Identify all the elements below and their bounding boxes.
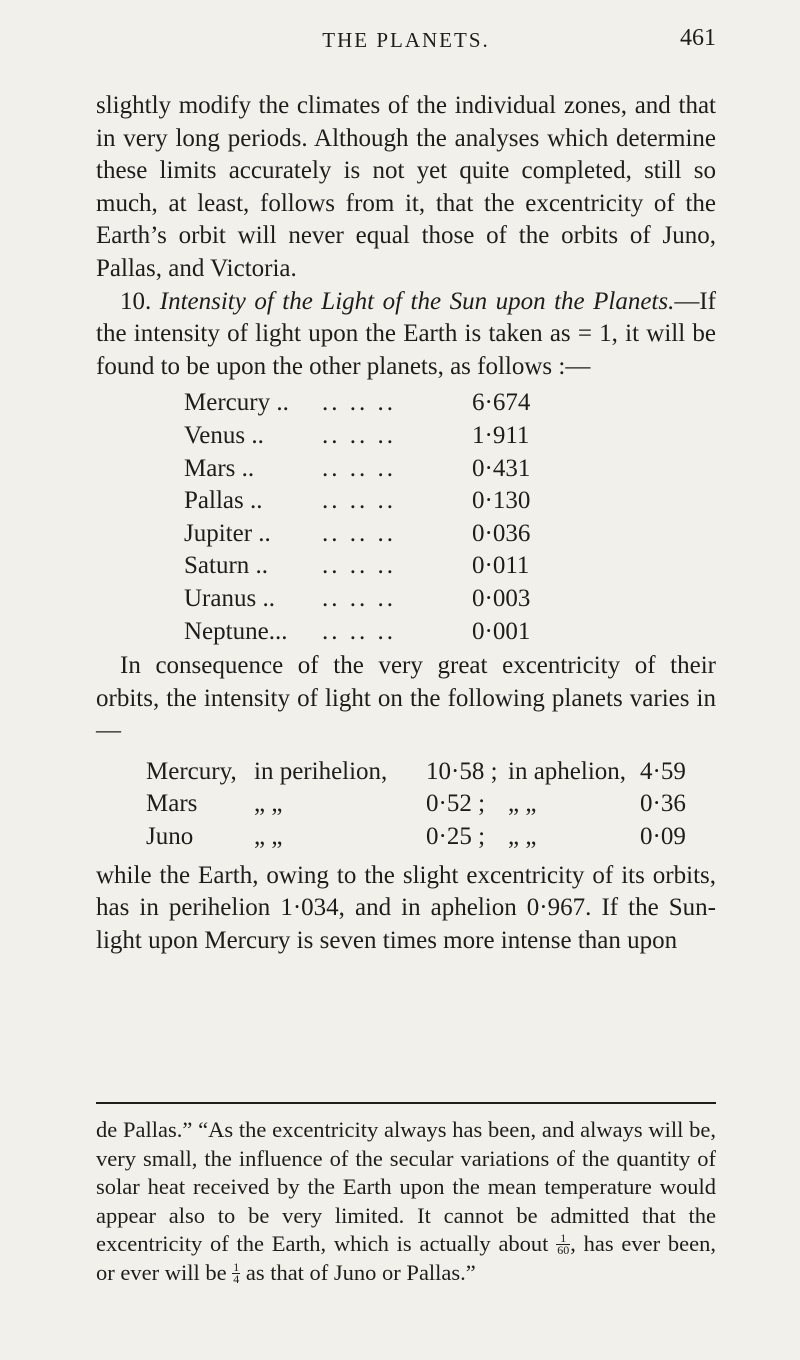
planet-name: Venus .. xyxy=(184,421,264,449)
dot-leader: .. .. .. xyxy=(322,584,396,612)
body-text xyxy=(96,90,716,957)
dot-leader: .. .. .. xyxy=(322,389,396,417)
aphelion-value: 4·59 xyxy=(640,757,686,785)
section-title: Intensity of the Light of the Sun upon the Planets. xyxy=(159,287,675,315)
table-row xyxy=(184,387,562,420)
table-row xyxy=(146,756,710,789)
perihelion-value: 0·25 ; xyxy=(426,823,486,851)
page-number: 461 xyxy=(680,25,716,51)
eccentric-orbit-table xyxy=(146,756,710,854)
dot-leader: .. .. .. xyxy=(322,617,396,645)
paragraph-earth: while the Earth, owing to the slight excentricity of its orbits, has in perihelion 1·034, and in aphelion 0·967. If the Sun-light upon Mercury is seven times more intense than upon xyxy=(96,861,716,954)
table-row xyxy=(184,485,562,518)
dot-leader: .. .. .. xyxy=(322,454,396,482)
aphelion-label: in aphelion, xyxy=(508,757,627,785)
planet-name: Saturn .. xyxy=(184,552,269,580)
intensity-value: 6·674 xyxy=(472,389,531,417)
planet-name: Jupiter .. xyxy=(184,519,271,547)
planet-name: Mercury, xyxy=(146,757,237,785)
section-10-paragraph xyxy=(96,286,716,384)
footnote-rule xyxy=(96,1102,716,1104)
intensity-value: 0·036 xyxy=(472,519,531,547)
planet-name: Juno xyxy=(146,823,194,851)
aphelion-label: „ „ xyxy=(508,790,537,818)
section-number: 10. xyxy=(120,287,152,315)
paragraph-consequence: In consequence of the very great excentricity of their orbits, the intensity of light on the following planets varies in— xyxy=(96,652,716,745)
table-row xyxy=(184,616,562,649)
intensity-value: 0·130 xyxy=(472,487,531,515)
table-row xyxy=(184,420,562,453)
running-head: THE PLANETS. xyxy=(322,28,490,52)
dot-leader: .. .. .. xyxy=(322,552,396,580)
fraction-one-quarter xyxy=(232,1259,240,1286)
perihelion-label: in perihelion, xyxy=(254,757,388,785)
perihelion-value: 0·52 ; xyxy=(426,790,486,818)
planet-name: Neptune... xyxy=(184,617,288,645)
intensity-value: 0·431 xyxy=(472,454,531,482)
aphelion-value: 0·09 xyxy=(640,823,686,851)
paragraph-continued: slightly modify the climates of the individual zones, and that in very long periods. Although the analyses which determine these limits accurately is not yet quite completed, still so much, at least, follows from it, that the excentricity of the Earth’s orbit will never equal those of the orbits of Juno, Pallas, and Victoria. xyxy=(96,92,716,282)
table-row xyxy=(184,453,562,486)
footnote-text-start: de Pallas.” “As the excentricity always has been, and always will be, very small, the influence of the secular variations of the quantity of solar heat received by the Earth upon the mean temperature would appear also to be very limited. It cannot be admitted that the excentricity of the Earth, which is actually about xyxy=(96,1117,716,1257)
perihelion-value: 10·58 ; xyxy=(426,757,498,785)
planet-name: Mars .. xyxy=(184,454,255,482)
dot-leader: .. .. .. xyxy=(322,519,396,547)
dot-leader: .. .. .. xyxy=(322,421,396,449)
table-row xyxy=(184,550,562,583)
planet-name: Uranus .. xyxy=(184,584,275,612)
aphelion-value: 0·36 xyxy=(640,790,686,818)
fraction-denominator: 4 xyxy=(233,1271,240,1286)
dot-leader: .. .. .. xyxy=(322,487,396,515)
aphelion-label: „ „ xyxy=(508,823,537,851)
fraction-one-sixtieth xyxy=(556,1233,570,1256)
fraction-numerator: 1 xyxy=(556,1233,570,1245)
fraction-numerator: 1 xyxy=(233,1259,240,1274)
footnote xyxy=(96,1116,716,1288)
perihelion-label: „ „ xyxy=(254,790,283,818)
planet-name: Pallas .. xyxy=(184,487,263,515)
table-row xyxy=(184,583,562,616)
table-row xyxy=(146,788,710,821)
section-intro: —If the intensity of light upon the Earth is taken as = 1, it will be found to be upon the other planets, as follows :— xyxy=(96,287,716,380)
planet-name: Mercury .. xyxy=(184,389,289,417)
intensity-value: 0·003 xyxy=(472,584,531,612)
footnote-text-middle: , has ever been, or ever will be xyxy=(96,1231,716,1285)
intensity-value: 0·001 xyxy=(472,617,531,645)
intensity-value: 1·911 xyxy=(472,421,530,449)
planet-name: Mars xyxy=(146,790,198,818)
table-row xyxy=(146,821,710,854)
light-intensity-table xyxy=(184,387,562,648)
footnote-text-end: as that of Juno or Pallas.” xyxy=(240,1259,476,1285)
table-row xyxy=(184,518,562,551)
fraction-denominator: 60 xyxy=(557,1243,570,1258)
perihelion-label: „ „ xyxy=(254,823,283,851)
footnote-text xyxy=(96,1116,716,1288)
intensity-value: 0·011 xyxy=(472,552,530,580)
page-header xyxy=(96,22,716,56)
